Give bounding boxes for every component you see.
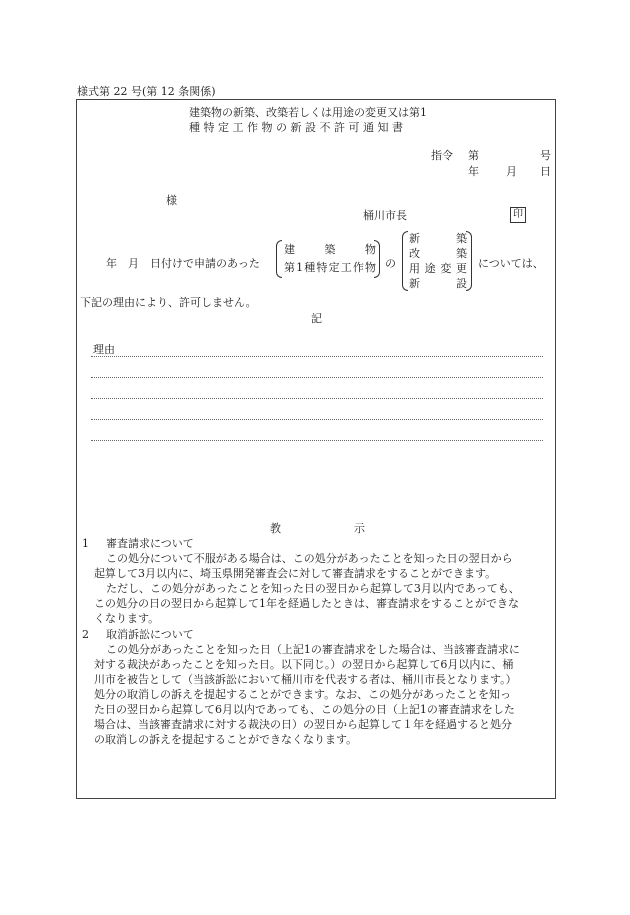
section2-number: 2: [82, 628, 89, 641]
section1-para2-line2: この処分の日の翌日から起算して1年を経過したときは、審査請求をすることができな: [94, 597, 519, 610]
section2-line2: 対する裁決があったことを知った日。以下同じ。）の翌日から起算して6月以内に、桶: [94, 658, 514, 671]
section2-line5: た日の翌日から起算して6月以内であっても、この処分の日（上記1の審査請求をした: [94, 703, 515, 716]
section1-para2-line1: ただし、この処分があったことを知った日の翌日から起算して3月以内であっても、: [106, 582, 520, 595]
title-line-2: 種 特 定 工 作 物 の 新 設 不 許 可 通 知 書: [189, 121, 403, 134]
subject-brace-left: [276, 240, 282, 278]
particle: の: [385, 257, 396, 270]
issuer: 桶川市長: [363, 209, 407, 222]
action-option-2: 改 築: [409, 247, 467, 260]
application-suffix: については、: [478, 257, 544, 270]
section2-line3: 川市を被告として（当該訴訟において桶川市を代表する者は、桶川市長となります。）: [94, 673, 517, 686]
reason-line-4: [91, 419, 543, 420]
subject-brace-right: [374, 240, 380, 278]
addressee-suffix: 様: [166, 194, 177, 207]
ref-dai: 第: [468, 149, 479, 162]
action-option-1: 新 築: [409, 232, 467, 245]
application-date: 年 月 日付けで申請のあった: [106, 257, 260, 270]
section1-para1-line2: 起算して3月以内に、埼玉県開発審査会に対して審査請求をすることができます。: [94, 567, 497, 580]
section1-para2-line3: くなります。: [94, 612, 160, 625]
section1-title: 審査請求について: [106, 537, 194, 550]
ki-heading: 記: [311, 312, 322, 325]
section1-para1-line1: この処分について不服がある場合は、この処分があったことを知った日の翌日から: [106, 552, 513, 565]
action-brace-right: [466, 231, 472, 291]
action-option-4: 新 設: [409, 277, 467, 290]
ref-shirei: 指令: [431, 149, 453, 162]
section2-line1: この処分があったことを知った日（上記1の審査請求をした場合は、当該審査請求に: [106, 643, 520, 656]
subject-option-1: 建 築 物: [284, 243, 376, 256]
notice-heading-2: 示: [354, 522, 365, 535]
reason-line-5: [91, 440, 543, 441]
action-brace-left: [402, 231, 408, 291]
reason-label: 理由: [93, 343, 115, 356]
decision-text: 下記の理由により、許可しません。: [80, 296, 257, 309]
section2-line6: 場合は、当該審査請求に対する裁決の日）の翌日から起算して１年を経過すると処分: [94, 718, 512, 731]
reason-line-2: [91, 377, 543, 378]
reason-line-1: [91, 356, 543, 357]
section2-title: 取消訴訟について: [106, 628, 194, 641]
subject-option-2: 第1種特定工作物: [284, 261, 376, 274]
date-day: 日: [540, 165, 551, 178]
date-month: 月: [506, 165, 517, 178]
title-line-1: 建築物の新築、改築若しくは用途の変更又は第1: [189, 106, 427, 119]
action-option-3: 用 途 変 更: [409, 262, 467, 275]
section2-line4: 処分の取消しの訴えを提起することができます。なお、この処分があったことを知っ: [94, 688, 512, 701]
date-year: 年: [468, 165, 479, 178]
section1-number: 1: [82, 537, 89, 550]
section2-line7: の取消しの訴えを提起することができなくなります。: [94, 733, 358, 746]
ref-go: 号: [540, 149, 551, 162]
seal-mark: 印: [510, 207, 526, 223]
notice-heading-1: 教: [270, 522, 281, 535]
reason-line-3: [91, 398, 543, 399]
form-number: 様式第 22 号(第 12 条関係): [77, 85, 216, 98]
